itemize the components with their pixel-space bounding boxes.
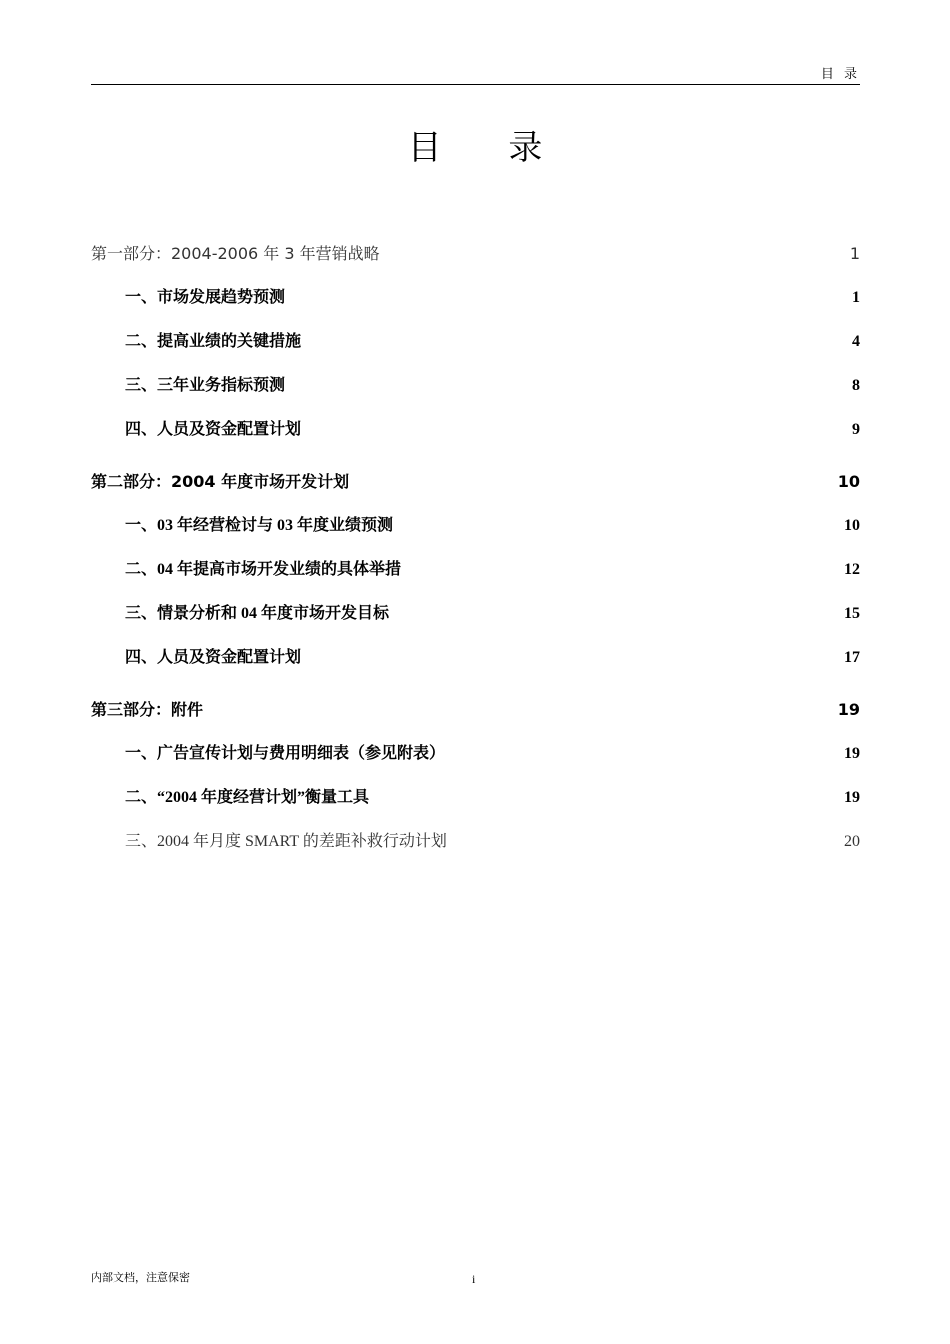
toc-entry-page: 19 (844, 789, 860, 806)
toc-entry-label: 第三部分：附件 (91, 700, 204, 719)
toc-entry-label: 三、三年业务指标预测 (125, 377, 286, 394)
toc-entry[interactable] (91, 784, 860, 812)
toc-entry[interactable] (91, 416, 860, 444)
toc-entry-label: 二、04 年提高市场开发业绩的具体举措 (125, 561, 402, 578)
toc-entry-page: 12 (844, 561, 860, 578)
toc-entry-label: 一、市场发展趋势预测 (125, 289, 286, 306)
running-header: 目 录 (91, 66, 860, 85)
toc-entry-page: 19 (837, 700, 860, 719)
toc-entry[interactable] (91, 600, 860, 628)
toc-entry-label: 三、2004 年月度 SMART 的差距补救行动计划 (125, 833, 447, 850)
toc-entry[interactable] (91, 644, 860, 672)
toc-entry-page: 10 (837, 472, 860, 491)
toc-entry-part-1[interactable] (91, 240, 860, 268)
toc-entry-part-3[interactable] (91, 696, 860, 724)
toc-entry[interactable] (91, 828, 860, 856)
toc-entry-part-2[interactable] (91, 468, 860, 496)
toc-entry-page: 9 (852, 421, 860, 438)
toc-entry-label: 一、03 年经营检讨与 03 年度业绩预测 (125, 517, 394, 534)
toc-entry-label: 一、广告宣传计划与费用明细表（参见附表） (125, 745, 446, 762)
toc-entry-page: 20 (844, 833, 860, 850)
toc-entry-page: 4 (852, 333, 860, 350)
toc-entry-label: 第二部分：2004 年度市场开发计划 (91, 472, 350, 491)
toc-entry[interactable] (91, 284, 860, 312)
toc-entry[interactable] (91, 556, 860, 584)
toc-entry-page: 8 (852, 377, 860, 394)
toc-entry-label: 四、人员及资金配置计划 (125, 421, 302, 438)
page-title: 目 录 (407, 128, 571, 168)
toc-entry[interactable] (91, 372, 860, 400)
toc-entry[interactable] (91, 328, 860, 356)
footer-page-number: i (472, 1272, 476, 1286)
toc-entry-page: 19 (844, 745, 860, 762)
toc-entry-page: 1 (849, 244, 860, 263)
toc-entry-page: 17 (844, 649, 860, 666)
toc-entry[interactable] (91, 740, 860, 768)
toc-entry-label: 第一部分：2004-2006 年 3 年营销战略 (91, 244, 380, 263)
table-of-contents (91, 240, 860, 856)
toc-entry-label: 四、人员及资金配置计划 (125, 649, 302, 666)
toc-entry[interactable] (91, 512, 860, 540)
toc-entry-label: 二、提高业绩的关键措施 (125, 333, 302, 350)
footer-confidential-note: 内部文档，注意保密 (91, 1271, 190, 1284)
toc-entry-page: 10 (844, 517, 860, 534)
toc-entry-page: 1 (852, 289, 860, 306)
toc-entry-label: 二、“2004 年度经营计划”衡量工具 (125, 789, 370, 806)
toc-entry-label: 三、情景分析和 04 年度市场开发目标 (125, 605, 390, 622)
toc-entry-page: 15 (844, 605, 860, 622)
